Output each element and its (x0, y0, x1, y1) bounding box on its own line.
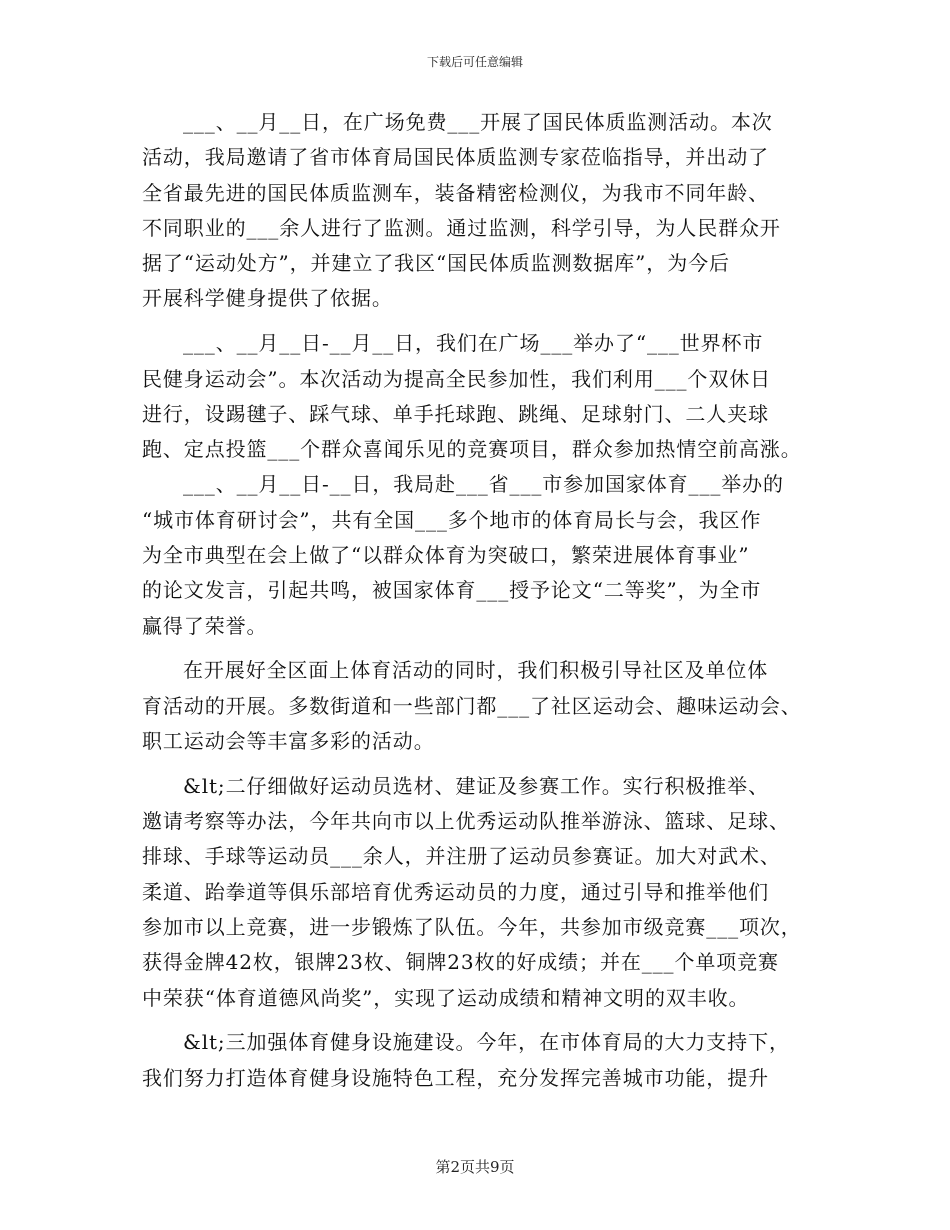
text-line: 邀请考察等办法，今年共向市以上优秀运动队推举游泳、篮球、足球、 (142, 809, 790, 834)
paragraph-physique-monitoring (142, 105, 822, 317)
text-line: 排球、手球等运动员___余人，并注册了运动员参赛证。加大对武术、 (142, 844, 781, 869)
text-line: 全省最先进的国民体质监测车，装备精密检测仪，为我市不同年龄、 (142, 180, 769, 205)
text-line: “城市体育研讨会”，共有全国___多个地市的体育局长与会，我区作 (142, 507, 762, 532)
text-line: &lt;三加强体育健身设施建设。今年，在市体育局的大力支持下， (183, 1030, 790, 1055)
paragraph-facility-construction (142, 1025, 822, 1096)
paragraph-community-activities (142, 653, 822, 759)
text-line: ___、__月__日，在广场免费___开展了国民体质监测活动。本次 (183, 110, 773, 134)
paragraph-seminar (142, 467, 822, 643)
text-line: 获得金牌42枚，银牌23枚、铜牌23枚的好成绩；并在___个单项竞赛 (142, 950, 779, 975)
page-number-footer: 第2页共9页 (435, 1158, 515, 1176)
text-line: ___、__月__日-__日，我局赴___省___市参加国家体育___举办的 (183, 472, 784, 497)
document-body (142, 105, 822, 1096)
paragraph-athlete-selection (142, 769, 822, 1016)
text-line: 民健身运动会”。本次活动为提高全民参加性，我们利用___个双休日 (142, 366, 772, 391)
paragraph-world-cup-games (142, 326, 822, 467)
text-line: ___、__月__日-__月__日，我们在广场___举办了“___世界杯市 (183, 331, 764, 356)
text-line: 活动，我局邀请了省市体育局国民体质监测专家莅临指导，并出动了 (142, 145, 769, 170)
text-line: 在开展好全区面上体育活动的同时，我们积极引导社区及单位体 (183, 658, 769, 683)
text-line: 育活动的开展。多数街道和一些部门都___了社区运动会、趣味运动会、 (142, 693, 802, 718)
text-line: 赢得了荣誉。 (142, 613, 268, 638)
text-line: 的论文发言，引起共鸣，被国家体育___授予论文“二等奖”，为全市 (142, 578, 762, 603)
text-line: 开展科学健身提供了依据。 (142, 286, 393, 311)
text-line: 不同职业的___余人进行了监测。通过监测，科学引导，为人民群众开 (142, 215, 781, 240)
text-line: 柔道、跆拳道等俱乐部培育优秀运动员的力度，通过引导和推举他们 (142, 879, 769, 904)
text-line: 职工运动会等丰富多彩的活动。 (142, 729, 435, 754)
text-line: 跑、定点投篮___个群众喜闻乐见的竞赛项目，群众参加热情空前高涨。 (142, 437, 802, 462)
page-header: 下载后可任意编辑 (426, 55, 523, 69)
text-line: &lt;二仔细做好运动员选材、建证及参赛工作。实行积极推举、 (183, 773, 769, 798)
text-line: 据了“运动处方”，并建立了我区“国民体质监测数据库”，为今后 (142, 251, 730, 276)
text-line: 进行，设踢毽子、踩气球、单手托球跑、跳绳、足球射门、二人夹球 (142, 401, 769, 426)
text-line: 我们努力打造体育健身设施特色工程，充分发挥完善城市功能，提升 (142, 1065, 769, 1090)
text-line: 为全市典型在会上做了“以群众体育为突破口，繁荣进展体育事业” (142, 543, 750, 568)
text-line: 参加市以上竞赛，进一步锻炼了队伍。今年，共参加市级竞赛___项次， (142, 915, 802, 940)
text-line: 中荣获“体育道德风尚奖”，实现了运动成绩和精神文明的双丰收。 (142, 985, 750, 1010)
